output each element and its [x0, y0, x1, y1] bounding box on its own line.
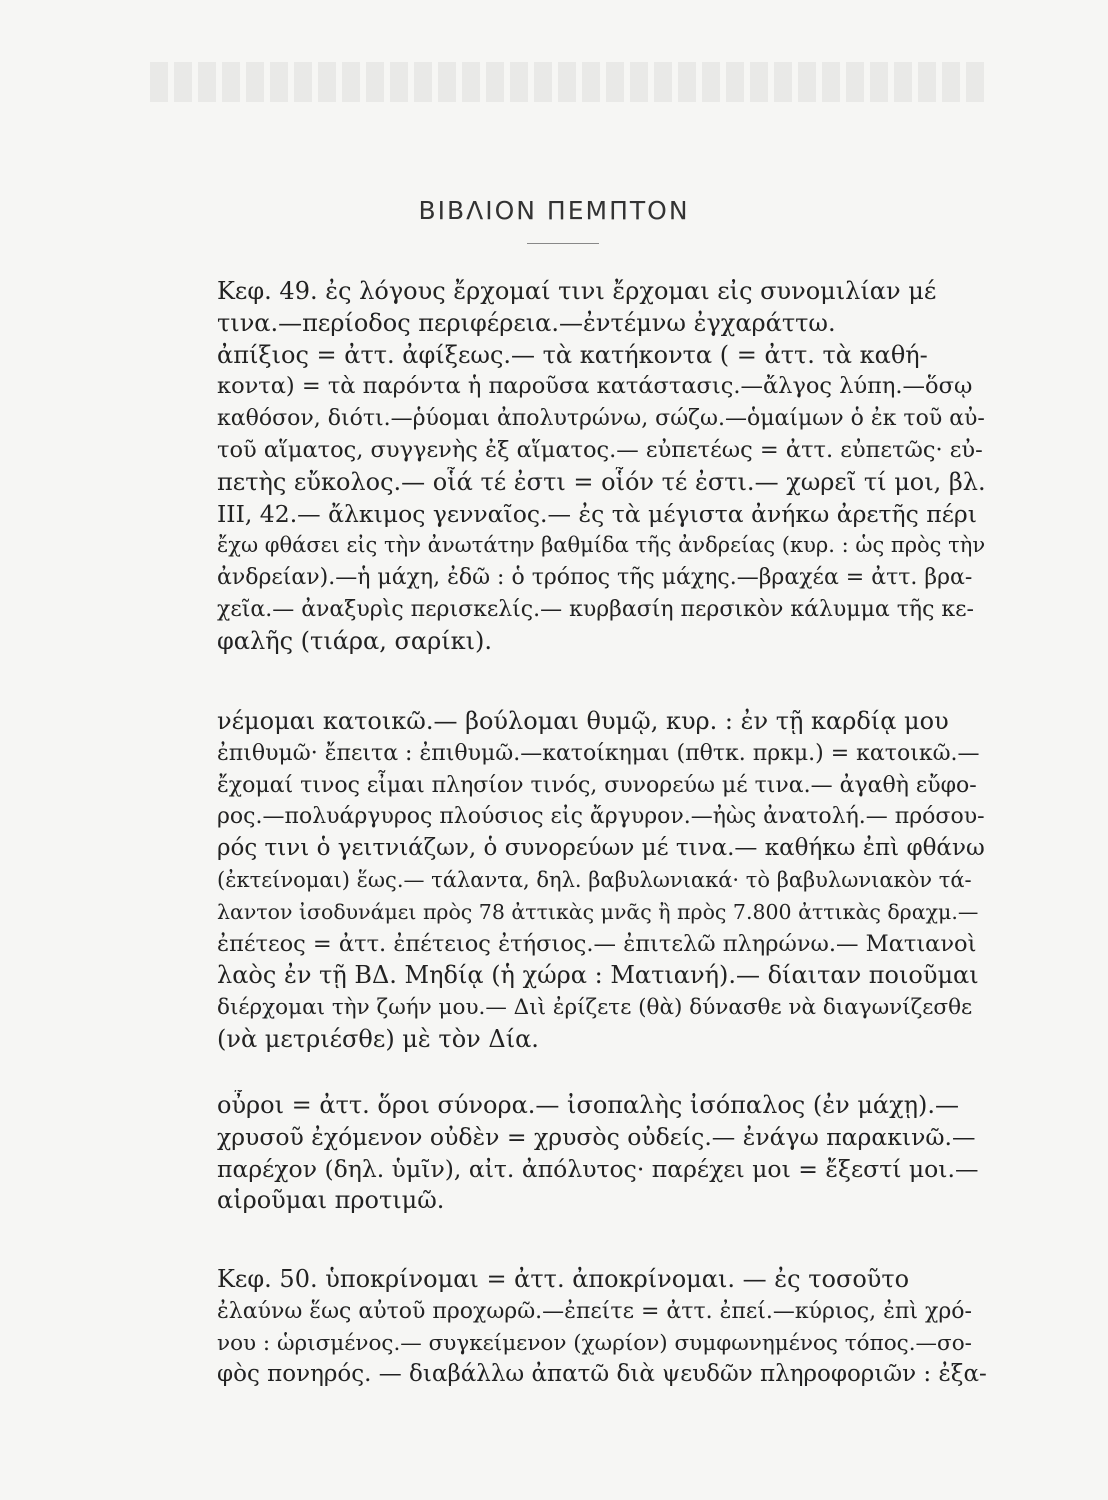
paragraph-kef-49 — [217, 276, 987, 658]
text-line: πετὴς εὔκολος.— οἷά τέ ἐστι = οἷόν τέ ἐστι.— χωρεῖ τί μοι, βλ. — [217, 467, 986, 496]
heading-rule — [527, 243, 599, 244]
text-line: Κεφ. 50. ὑποκρίνομαι = ἀττ. ἀποκρίνομαι. — ἐς τοσοῦτο — [217, 1265, 910, 1293]
paragraph-ouroi — [217, 1090, 987, 1217]
text-line: χεῖα.— ἀναξυρὶς περισκελίς.— κυρβασίη περσικὸν κάλυμμα τῆς κε- — [217, 596, 974, 622]
text-line: καθόσον, διότι.—ῥύομαι ἀπολυτρώνω, σώζω.—ὁμαίμων ὁ ἐκ τοῦ αὐ- — [217, 406, 985, 432]
text-line: κοντα) = τὰ παρόντα ἡ παροῦσα κατάστασις.—ἄλγος λύπη.—ὅσῳ — [217, 373, 973, 400]
text-line: ἀπίξιος = ἀττ. ἀφίξεως.— τὰ κατήκοντα ( = ἀττ. τὰ καθή- — [217, 340, 928, 369]
text-line: ἐπιθυμῶ· ἔπειτα : ἐπιθυμῶ.—κατοίκημαι (πθτκ. πρκμ.) = κατοικῶ.— — [217, 740, 980, 766]
text-line: ρός τινι ὁ γειτνιάζων, ὁ συνορεύων μέ τινα.— καθήκω ἐπὶ φθάνω — [217, 835, 985, 862]
text-line: διέρχομαι τὴν ζωήν μου.— Διὶ ἐρίζετε (θὰ) δύνασθε νὰ διαγωνίζεσθε — [217, 995, 973, 1021]
text-line: αἱροῦμαι προτιμῶ. — [217, 1186, 445, 1215]
text-line: τινα.—περίοδος περιφέρεια.—ἐντέμνω ἐγχαράττω. — [217, 308, 836, 337]
text-line: οὖροι = ἀττ. ὅροι σύνορα.— ἰσοπαλὴς ἰσόπαλος (ἐν μάχῃ).— — [217, 1091, 960, 1119]
chapter-heading: ΒΙΒΛΙΟΝ ΠΕΜΠΤΟΝ — [418, 196, 690, 225]
text-line: φὸς πονηρός. — διαβάλλω ἀπατῶ διὰ ψευδῶν πληροφοριῶν : ἐξα- — [217, 1361, 987, 1388]
paragraph-kef-50 — [217, 1264, 987, 1391]
text-line: ἔχομαί τινος εἶμαι πλησίον τινός, συνορεύω μέ τινα.— ἀγαθὴ εὔφο- — [217, 772, 977, 798]
text-line: λαντον ἰσοδυνάμει πρὸς 78 ἀττικὰς μνᾶς ἢ πρὸς 7.800 ἀττικὰς δραχμ.— — [217, 899, 979, 924]
text-line: παρέχον (δηλ. ὑμῖν), αἰτ. ἀπόλυτος· παρέχει μοι = ἔξεστί μοι.— — [217, 1154, 979, 1183]
text-line: νέμομαι κατοικῶ.— βούλομαι θυμῷ, κυρ. : ἐν τῇ καρδίᾳ μου — [217, 707, 949, 735]
text-line: νου : ὡρισμένος.— συγκείμενον (χωρίον) συμφωνημένος τόπος.—σο- — [217, 1330, 972, 1356]
text-line: λαὸς ἐν τῇ ΒΔ. Μηδίᾳ (ἡ χώρα : Ματιανή).— δίαιταν ποιοῦμαι — [217, 961, 979, 990]
text-line: ἐλαύνω ἕως αὐτοῦ προχωρῶ.—ἐπείτε = ἀττ. ἐπεί.—κύριος, ἐπὶ χρό- — [217, 1298, 972, 1324]
text-line: ἐπέτεος = ἀττ. ἐπέτειος ἐτήσιος.— ἐπιτελῶ πληρώνω.— Ματιανοὶ — [217, 930, 977, 957]
text-line: ἔχω φθάσει εἰς τὴν ἀνωτάτην βαθμίδα τῆς ἀνδρείας (κυρ. : ὡς πρὸς τὴν — [217, 533, 986, 558]
text-line: Κεφ. 49. ἐς λόγους ἔρχομαί τινι ἔρχομαι εἰς συνομιλίαν μέ — [217, 277, 937, 305]
text-line: (ἐκτείνομαι) ἕως.— τάλαντα, δηλ. βαβυλωνιακά· τὸ βαβυλωνιακὸν τά- — [217, 867, 972, 892]
text-line: χρυσοῦ ἐχόμενον οὐδὲν = χρυσὸς οὐδείς.— ἐνάγω παρακινῶ.— — [217, 1122, 976, 1151]
text-line: φαλῆς (τιάρα, σαρίκι). — [217, 626, 493, 655]
text-line: (νὰ μετριέσθε) μὲ τὸν Δία. — [217, 1024, 539, 1053]
text-line: ἀνδρείαν).—ἡ μάχη, ἐδῶ : ὁ τρόπος τῆς μάχης.—βραχέα = ἀττ. βρα- — [217, 565, 973, 591]
text-line: τοῦ αἵματος, συγγενὴς ἐξ αἵματος.— εὐπετέως = ἀττ. εὐπετῶς· εὐ- — [217, 436, 983, 463]
faded-show-through-text — [150, 62, 988, 102]
text-line: III, 42.— ἄλκιμος γενναῖος.— ἐς τὰ μέγιστα ἀνήκω ἀρετῆς πέρι — [217, 499, 977, 528]
text-line: ρος.—πολυάργυρος πλούσιος εἰς ἄργυρον.—ἠὼς ἀνατολή.— πρόσου- — [217, 804, 985, 830]
paragraph-nemomai — [217, 706, 987, 1056]
